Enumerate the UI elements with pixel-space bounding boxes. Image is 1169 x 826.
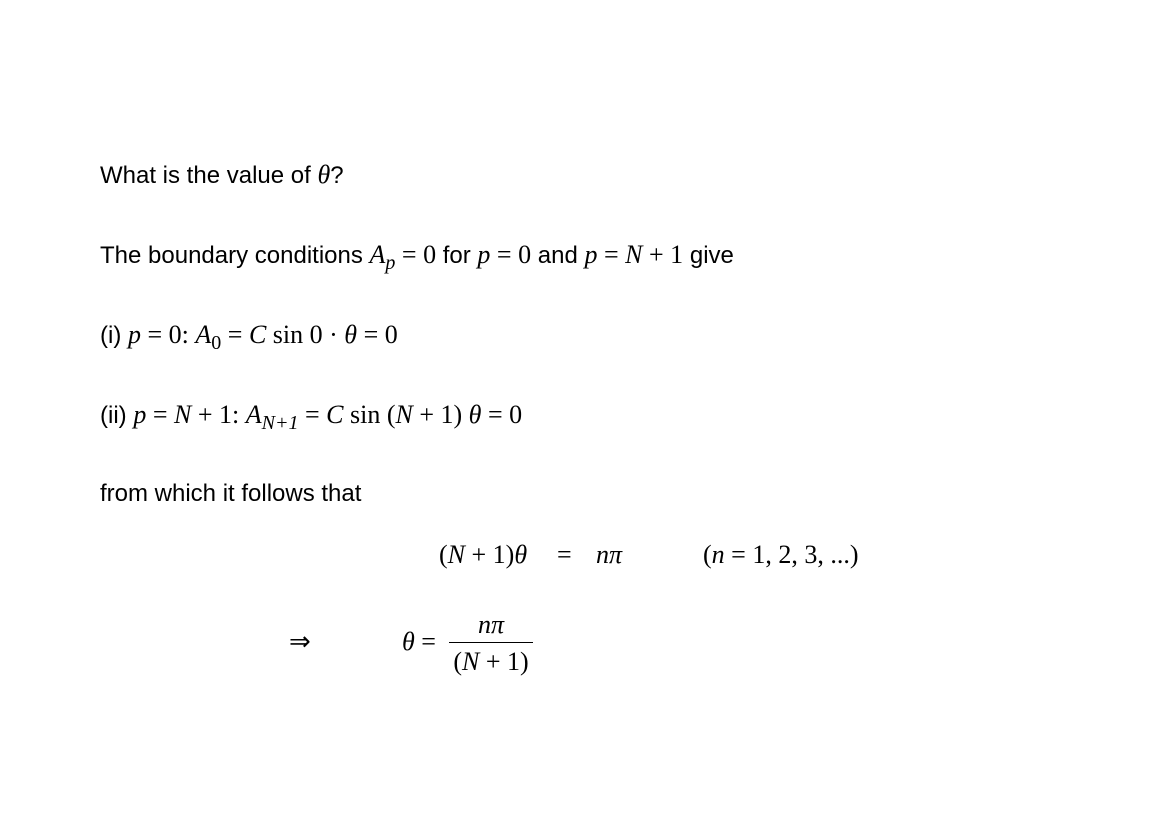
theta-symbol: θ xyxy=(468,400,482,429)
n-capital-symbol: N xyxy=(447,540,466,569)
plus-one: + 1 xyxy=(642,240,684,269)
paren-open: ( xyxy=(453,647,462,676)
case-ii-line xyxy=(100,402,522,433)
n-capital-symbol: N xyxy=(174,400,192,429)
question-line xyxy=(100,162,344,188)
fraction xyxy=(449,612,533,675)
n-symbol: n xyxy=(711,540,725,569)
theta-symbol: θ xyxy=(317,160,331,189)
amplitude-subscript: p xyxy=(385,252,396,274)
and-text: and xyxy=(531,242,585,269)
p-symbol-2: p xyxy=(584,240,598,269)
n-capital-symbol: N xyxy=(625,240,643,269)
amplitude-subscript: 0 xyxy=(211,332,222,354)
theta-symbol: θ xyxy=(402,627,415,656)
plus-one-paren: + 1) xyxy=(465,540,515,569)
case-i-line xyxy=(100,322,398,353)
follows-line: from which it follows that xyxy=(100,480,362,507)
fraction-numerator: nπ xyxy=(477,610,505,639)
paren-open: ( xyxy=(703,540,712,569)
constant-c: C xyxy=(326,400,344,429)
equals-zero: = 0 xyxy=(481,400,523,429)
equation-lhs xyxy=(439,542,527,568)
plus-one-paren: + 1) xyxy=(412,400,469,429)
boundary-conditions-line xyxy=(100,242,734,273)
question-mark: ? xyxy=(330,162,344,189)
p-symbol: p xyxy=(127,320,141,349)
fraction-bar xyxy=(449,642,533,643)
amplitude-symbol: A xyxy=(369,240,386,269)
sin-term: sin 0 · xyxy=(266,320,345,349)
question-text: What is the value of xyxy=(100,162,318,189)
for-text: for xyxy=(436,242,478,269)
theta-equals xyxy=(402,629,436,655)
give-text: give xyxy=(683,242,734,269)
constant-c: C xyxy=(248,320,267,349)
p-symbol: p xyxy=(477,240,491,269)
amplitude-subscript: N+1 xyxy=(261,412,299,434)
equals-zero-colon: = 0: xyxy=(140,320,196,349)
equals-zero: = 0 xyxy=(395,240,437,269)
fraction-denominator xyxy=(449,649,533,675)
amplitude-symbol: A xyxy=(195,320,212,349)
equals-sign: = xyxy=(221,320,249,349)
equals-sign: = xyxy=(146,400,174,429)
equals-zero-2: = 0 xyxy=(490,240,532,269)
paren-open: ( xyxy=(439,540,448,569)
sin-term: sin ( xyxy=(343,400,396,429)
equation-condition xyxy=(703,542,859,568)
boundary-intro: The boundary conditions xyxy=(100,242,370,269)
p-symbol: p xyxy=(133,400,147,429)
equals-sign: = xyxy=(597,240,626,269)
case-ii-label: (ii) xyxy=(100,402,134,429)
equals-sign: = xyxy=(421,627,436,656)
plus-one-paren: + 1) xyxy=(479,647,529,676)
condition-values: = 1, 2, 3, ...) xyxy=(724,540,859,569)
case-i-label: (i) xyxy=(100,322,128,349)
n-capital-symbol-2: N xyxy=(395,400,413,429)
n-capital-symbol: N xyxy=(462,647,480,676)
equals-sign-2: = xyxy=(298,400,327,429)
implies-arrow-icon: ⇒ xyxy=(289,627,311,656)
amplitude-symbol: A xyxy=(245,400,262,429)
equals-zero: = 0 xyxy=(357,320,398,349)
equation-rhs: nπ xyxy=(596,540,623,569)
plus-one-colon: + 1: xyxy=(191,400,246,429)
theta-symbol: θ xyxy=(344,320,358,349)
theta-symbol: θ xyxy=(514,540,528,569)
equation-equals: = xyxy=(557,540,572,569)
